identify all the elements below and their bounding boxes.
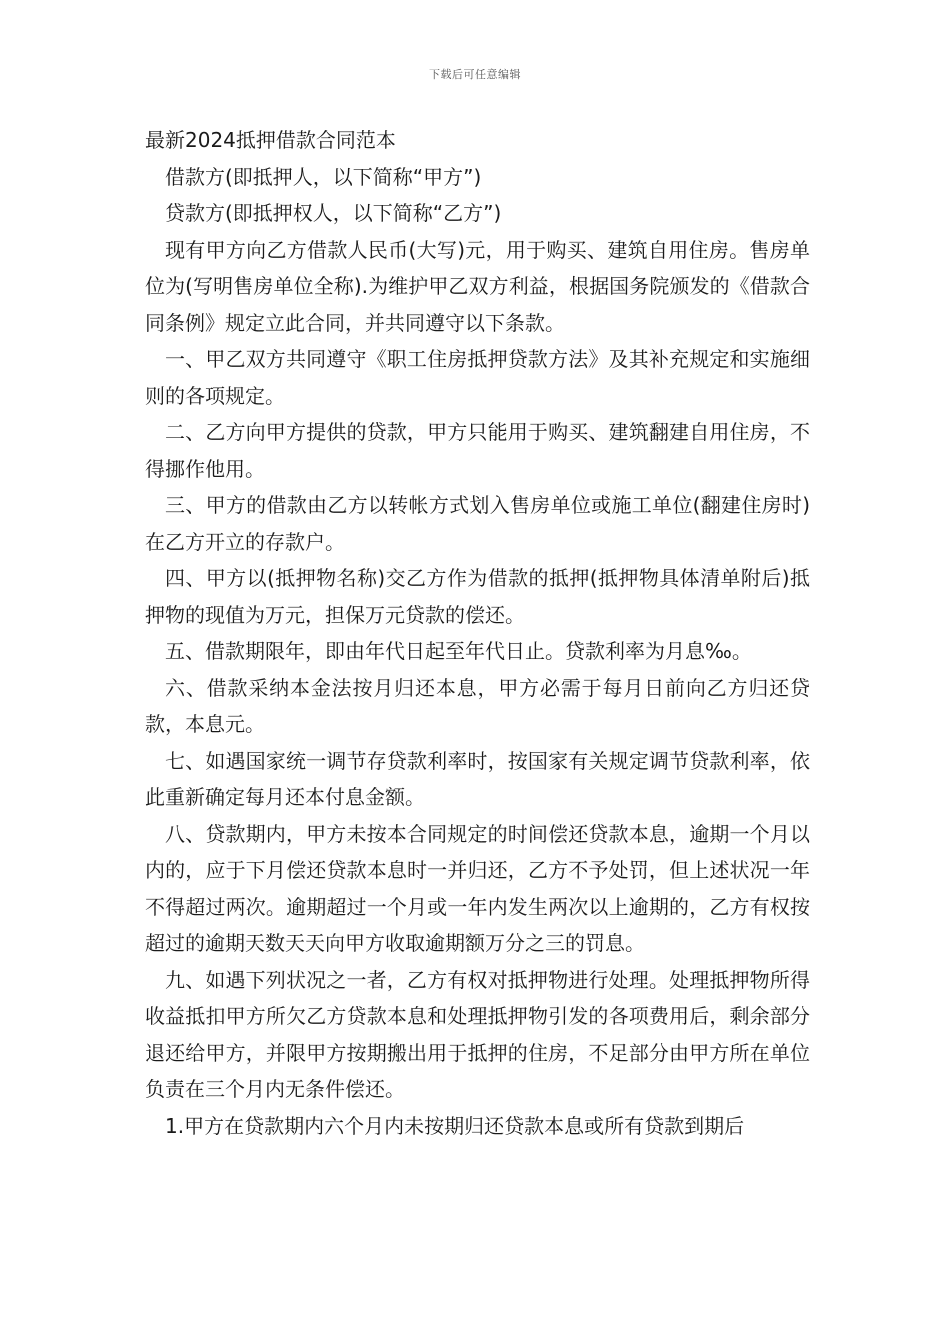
clause-1: 一、甲乙双方共同遵守《职工住房抵押贷款方法》及其补充规定和实施细则的各项规定。 bbox=[145, 347, 810, 408]
clause-9-item-1: 1.甲方在贷款期内六个月内未按期归还贷款本息或所有贷款到期后 bbox=[165, 1113, 745, 1138]
clause-9: 九、如遇下列状况之一者，乙方有权对抵押物进行处理。处理抵押物所得收益抵扣甲方所欠乙方贷款本息和处理抵押物引发的各项费用后，剩余部分退还给甲方，并限甲方按期搬出用于抵押的住房，不足部分由甲方所在单位负责在三个月内无条件偿还。 bbox=[145, 967, 810, 1101]
clause-8: 八、贷款期内，甲方未按本合同规定的时间偿还贷款本息，逾期一个月以内的，应于下月偿还贷款本息时一并归还，乙方不予处罚，但上述状况一年不得超过两次。逾期超过一个月或一年内发生两次以上逾期的，乙方有权按超过的逾期天数天天向甲方收取逾期额万分之三的罚息。 bbox=[145, 821, 810, 955]
clause-7: 七、如遇国家统一调节存贷款利率时，按国家有关规定调节贷款利率，依此重新确定每月还本付息金额。 bbox=[145, 748, 810, 809]
paragraph-preamble: 现有甲方向乙方借款人民币(大写)元，用于购买、建筑自用住房。售房单位为(写明售房单位全称).为维护甲乙双方利益，根据国务院颁发的《借款合同条例》规定立此合同，并共同遵守以下条款。 bbox=[145, 237, 810, 335]
header-note: 下载后可任意编辑 bbox=[429, 68, 521, 81]
clause-2: 二、乙方向甲方提供的贷款，甲方只能用于购买、建筑翻建自用住房，不得挪作他用。 bbox=[145, 420, 810, 481]
paragraph-borrower: 借款方(即抵押人，以下简称“甲方”) bbox=[165, 164, 482, 189]
clause-5: 五、借款期限年，即由年代日起至年代日止。贷款利率为月息‰。 bbox=[165, 639, 752, 663]
clause-3: 三、甲方的借款由乙方以转帐方式划入售房单位或施工单位(翻建住房时)在乙方开立的存款户。 bbox=[145, 493, 810, 554]
paragraph-lender: 贷款方(即抵押权人，以下简称“乙方”) bbox=[165, 201, 502, 225]
clause-4: 四、甲方以(抵押物名称)交乙方作为借款的抵押(抵押物具体清单附后)抵押物的现值为万元，担保万元贷款的偿还。 bbox=[145, 566, 810, 627]
document-body bbox=[145, 122, 810, 1144]
document-title: 最新2024抵押借款合同范本 bbox=[145, 128, 396, 152]
clause-6: 六、借款采纳本金法按月归还本息，甲方必需于每月日前向乙方归还贷款，本息元。 bbox=[145, 675, 810, 736]
